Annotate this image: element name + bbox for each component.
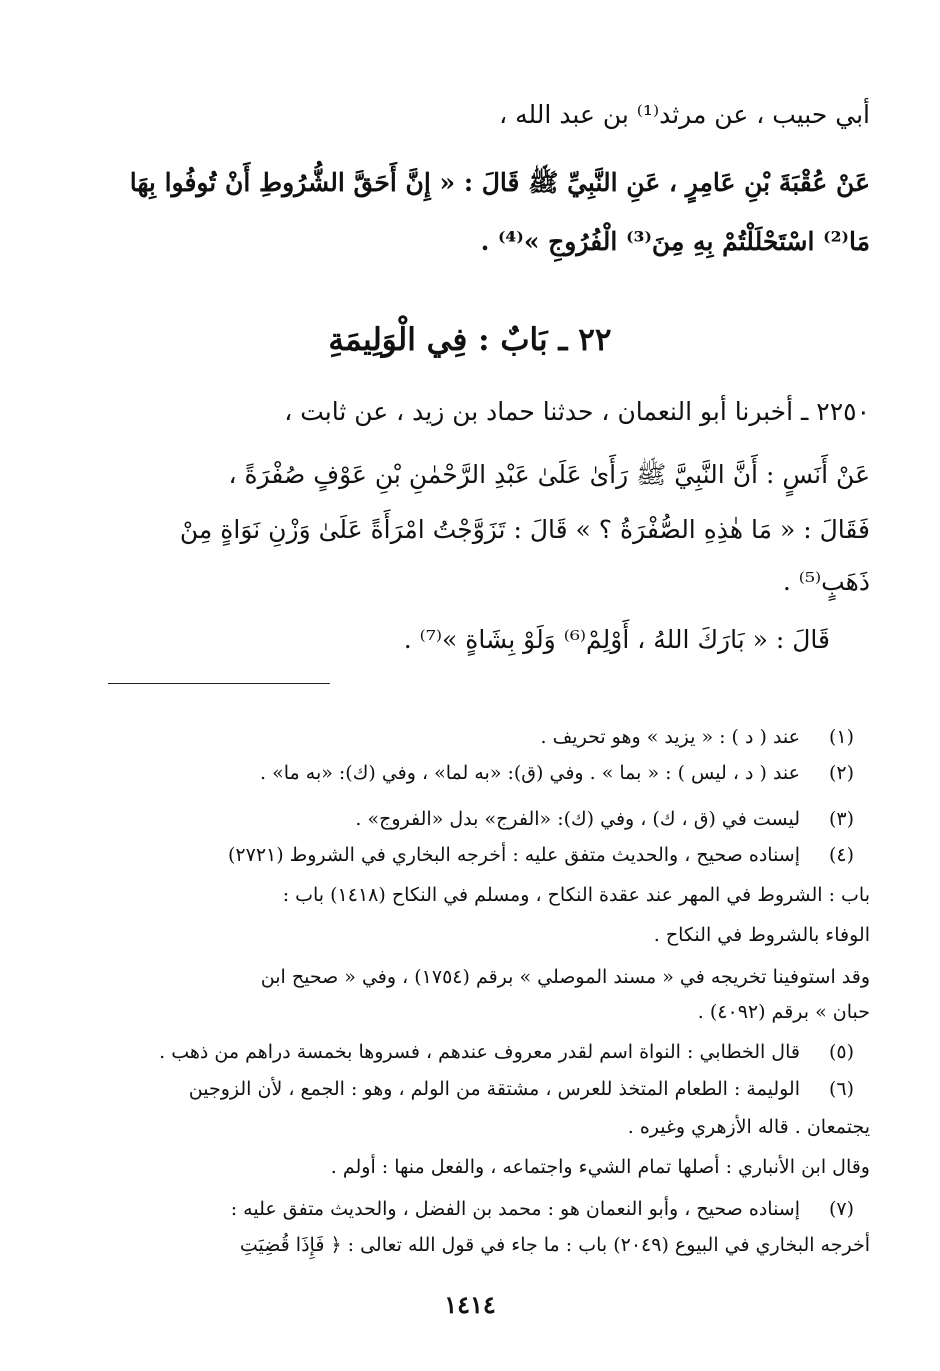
footnote-line: إسناده صحيح ، وأبو النعمان هو : محمد بن الفضل ، والحديث متفق عليه : (230, 1198, 800, 1220)
footnote-number: (٢) (828, 762, 854, 784)
footnote-line: قال الخطابي : النواة اسم لقدر معروف عندهم ، فسروها بخمسة دراهم من ذهب . (159, 1041, 800, 1063)
footnote-number: (٣) (828, 808, 854, 830)
footnote-line: أخرجه البخاري في البيوع (٢٠٤٩) باب : ما جاء في قول الله تعالى : ﴿ فَإِذَا قُضِيَتِ (239, 1234, 870, 1256)
footnote-line: ليست في (ق ، ك) ، وفي (ك): «الفرج» بدل «الفروج» . (355, 808, 800, 830)
footnote-number: (١) (828, 726, 854, 748)
page-number: ١٤١٤ (444, 1290, 496, 1319)
hadith-text-line-5: ذَهَبٍ⁽⁵⁾ . (782, 567, 870, 596)
footnote-line: الوفاء بالشروط في النكاح . (653, 924, 870, 946)
hadith-chain: ٢٢٥٠ ـ أخبرنا أبو النعمان ، حدثنا حماد بن زيد ، عن ثابت ، (284, 397, 870, 426)
footnote-line: عند ( د ) : « يزيد » وهو تحريف . (540, 726, 800, 748)
hadith-text-line-6: قَالَ : « بَارَكَ اللهُ ، أَوْلِمْ⁽⁶⁾ وَلَوْ بِشَاةٍ »⁽⁷⁾ . (403, 625, 830, 654)
footnote-line: يجتمعان . قاله الأزهري وغيره . (627, 1116, 870, 1138)
hadith-text-line-1: عَنْ عُقْبَةَ بْنِ عَامِرٍ ، عَنِ النَّبِيِّ ﷺ قَالَ : « إِنَّ أَحَقَّ الشُّرُوطِ أَنْ تُوفُوا بِهَا (129, 168, 870, 197)
hadith-text-line-3: عَنْ أَنَسٍ : أَنَّ النَّبِيَّ ﷺ رَأَىٰ عَلَىٰ عَبْدِ الرَّحْمٰنِ بْنِ عَوْفٍ صُفْرَةً ، (228, 460, 870, 489)
hadith-text-line-4: فَقَالَ : « مَا هٰذِهِ الصُّفْرَةُ ؟ » قَالَ : تَزَوَّجْتُ امْرَأَةً عَلَىٰ وَزْنِ نَوَاةٍ مِنْ (179, 515, 870, 544)
footnote-line: وقال ابن الأنباري : أصلها تمام الشيء واجتماعه ، والفعل منها : أولم . (330, 1156, 870, 1178)
footnote-line: باب : الشروط في المهر عند عقدة النكاح ، ومسلم في النكاح (١٤١٨) باب : (282, 884, 870, 906)
footnote-line: عند ( د ، ليس ) : « بما » . وفي (ق): «به لما» ، وفي (ك): «به ما» . (260, 762, 800, 784)
footnote-line: الوليمة : الطعام المتخذ للعرس ، مشتقة من الولم ، وهو : الجمع ، لأن الزوجين (188, 1078, 800, 1100)
footnote-number: (٥) (828, 1041, 854, 1063)
chapter-heading: ٢٢ ـ بَابٌ : فِي الْوَلِيمَةِ (328, 322, 612, 358)
main-text-line-1: أبي حبيب ، عن مرثد⁽¹⁾ بن عبد الله ، (499, 100, 870, 129)
footnote-line: حبان » برقم (٤٠٩٢) . (697, 1001, 870, 1023)
footnote-divider (108, 683, 330, 684)
hadith-text-line-2: مَا⁽²⁾ اسْتَحْلَلْتُمْ بِهِ مِنَ⁽³⁾ الْفُرُوجِ »⁽⁴⁾ . (480, 227, 870, 256)
footnote-line: إسناده صحيح ، والحديث متفق عليه : أخرجه البخاري في الشروط (٢٧٢١) (227, 844, 800, 866)
footnote-line: وقد استوفينا تخريجه في « مسند الموصلي » برقم (١٧٥٤) ، وفي « صحيح ابن (260, 966, 870, 988)
footnote-number: (٤) (828, 844, 854, 866)
footnote-number: (٦) (828, 1078, 854, 1100)
footnote-number: (٧) (828, 1198, 854, 1220)
